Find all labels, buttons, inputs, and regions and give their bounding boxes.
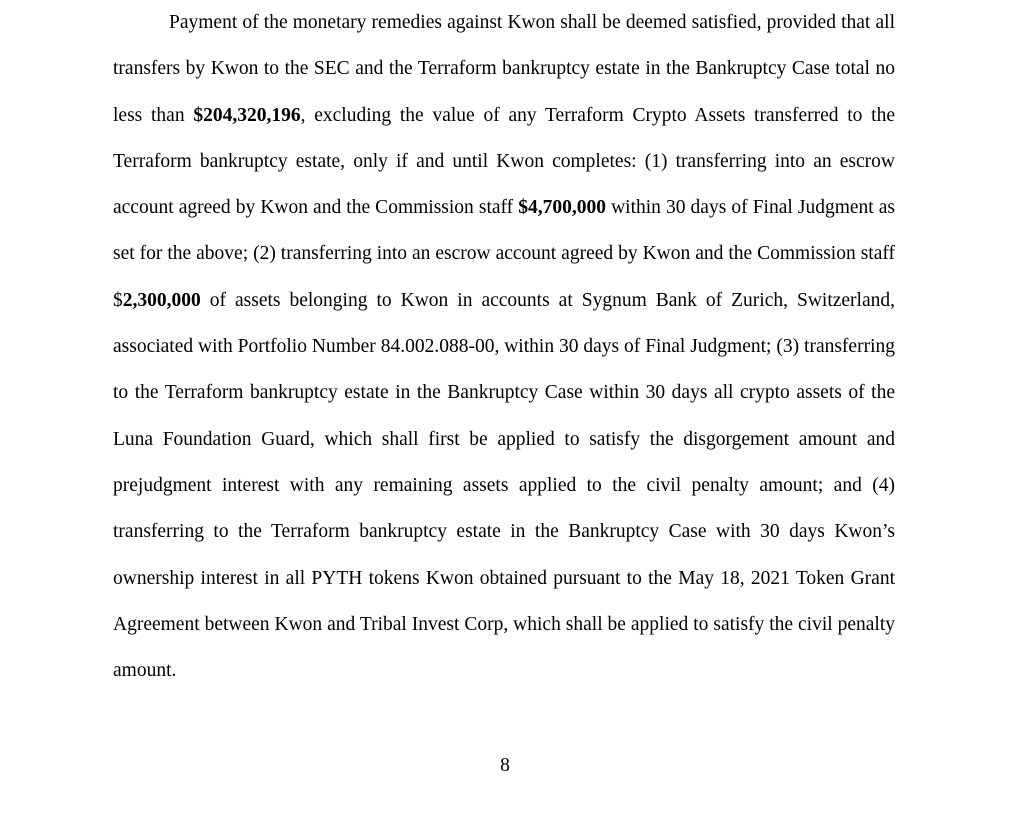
paragraph-text: of assets belonging to Kwon in accounts at Sygnum Bank of Zurich, Switzerland, associated with Portfolio Number 84.002.088-00, within 30 days of Final Judgment; (3) transferring to the Terraform bankruptcy estate in the Bankruptcy Case within 30 days all crypto assets of the Luna Foundation Guard, which shall first be applied to satisfy the disgorgement amount and prejudgment interest with any remaining assets applied to the civil penalty amount; and (4) transferring to the Terraform bankruptcy estate in the Bankruptcy Case with 30 days Kwon’s ownership interest in all PYTH tokens Kwon obtained pursuant to the May 18, 2021 Token Grant Agreement between Kwon and Tribal Invest Corp, which shall be applied to satisfy the civil penalty amount. [113, 289, 895, 682]
paragraph-text: within 30 days of Final Judgment as set for the above; (2) transferring into an escrow account agreed by Kwon and the Commission staff $ [113, 197, 896, 311]
paragraph-text: , excluding the value of any Terraform Crypto Assets transferred to the Terraform bankruptcy estate, only if and until Kwon completes: (1) transferring into an escrow account agreed by Kwon and the Commission staff [113, 104, 895, 219]
paragraph-text: Payment of the monetary remedies against Kwon shall be deemed satisfied, provided that all transfers by Kwon to the SEC and the Terraform bankruptcy estate in the Bankruptcy Case total no less than [113, 12, 895, 126]
page-number: 8 [500, 755, 510, 776]
amount-emphasis: 2,300,000 [122, 289, 201, 311]
body-paragraph [113, 0, 895, 694]
amount-emphasis: $204,320,196 [193, 104, 301, 126]
amount-emphasis: $4,700,000 [518, 197, 606, 219]
